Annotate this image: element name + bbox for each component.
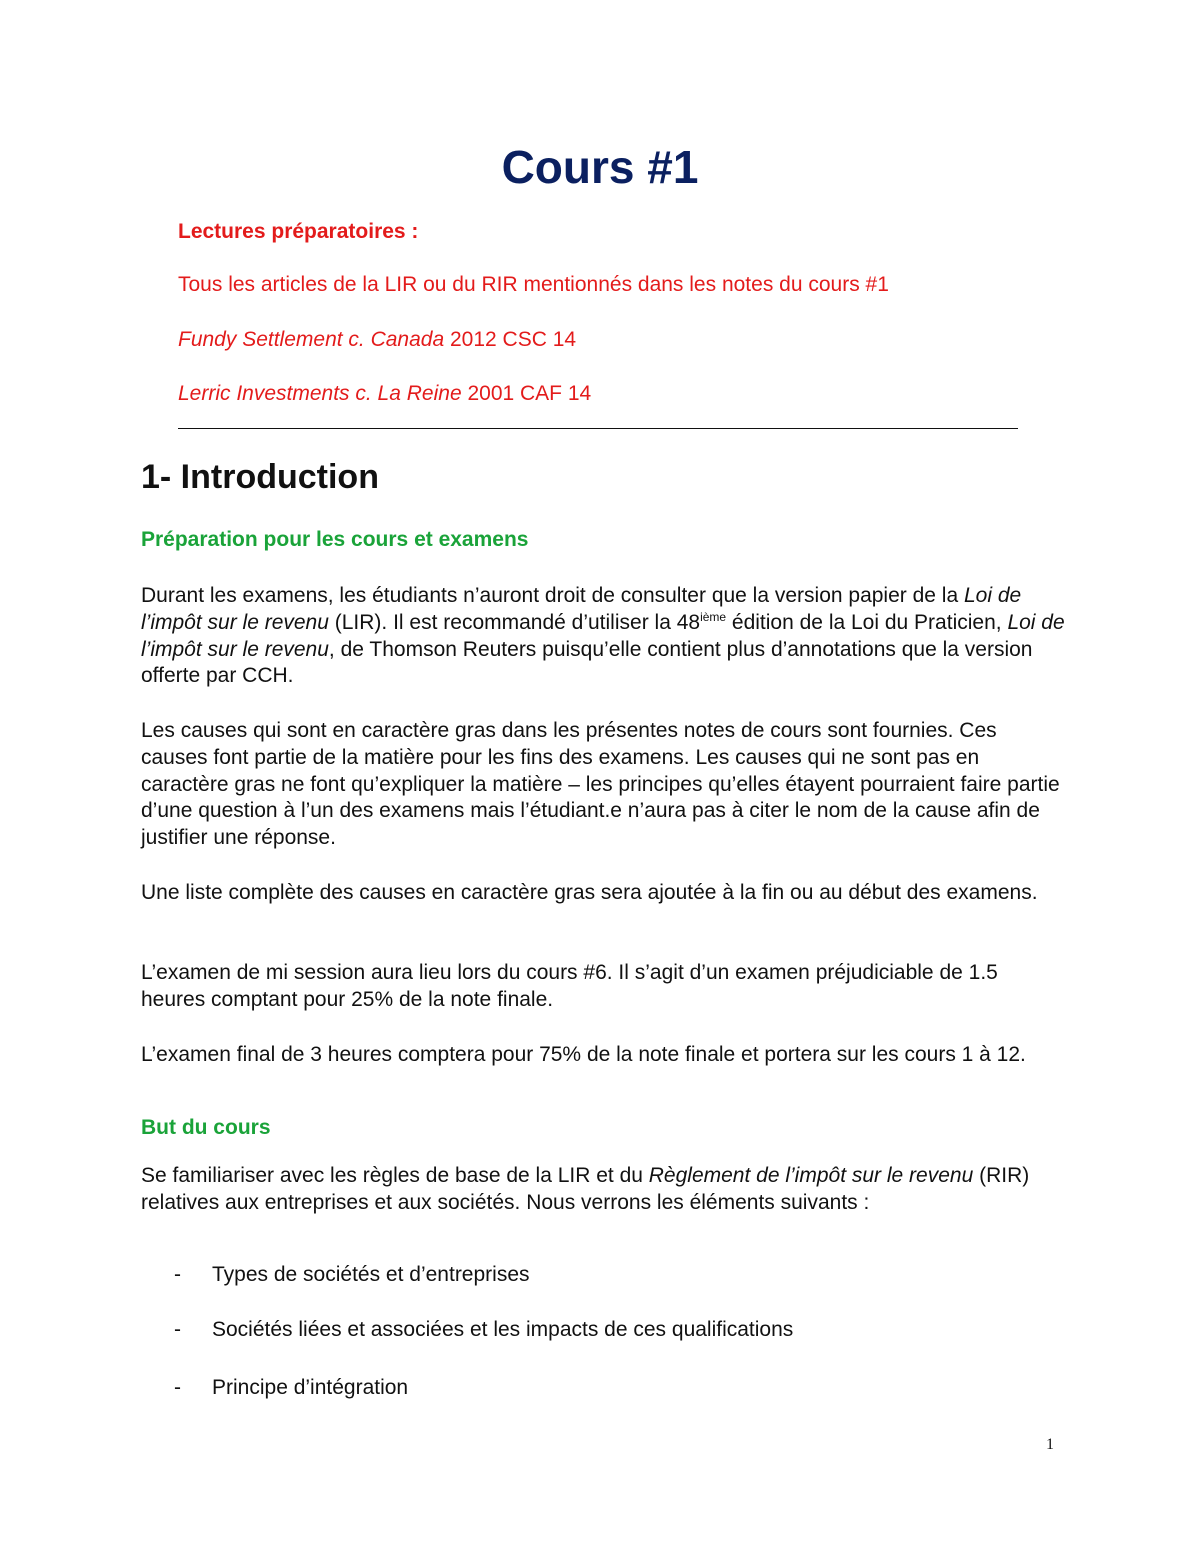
paragraph-course-goal — [141, 1163, 1066, 1217]
case-citation: 2012 CSC 14 — [444, 328, 577, 351]
paragraph-midterm: L’examen de mi session aura lieu lors du cours #6. Il s’agit d’un examen préjudiciable de 1.5 heures comptant pour 25% de la note finale. — [141, 961, 998, 1011]
preparatory-reading-item: Tous les articles de la LIR ou du RIR mentionnés dans les notes du cours #1 — [178, 273, 889, 296]
paragraph-text: Se familiariser avec les règles de base de la LIR et du — [141, 1164, 649, 1187]
paragraph-text: , de Thomson Reuters puisqu’elle contient plus d’annotations que la version offerte par CCH. — [141, 637, 1033, 688]
regulation-title: Règlement de l’impôt sur le revenu — [648, 1164, 974, 1187]
case-citation: 2001 CAF 14 — [461, 382, 592, 405]
section-heading: 1- Introduction — [141, 458, 379, 496]
paragraph-exam-materials — [141, 583, 1066, 690]
bullet-dash: - — [174, 1263, 181, 1286]
preparatory-readings-heading: Lectures préparatoires : — [178, 220, 419, 243]
subheading-preparation: Préparation pour les cours et examens — [141, 528, 529, 551]
paragraph-bold-cases: Les causes qui sont en caractère gras dans les présentes notes de cours sont fournies. Ces causes font partie de la matière pour les fins des examens. Les causes qui ne sont pas en caractère gras ne font qu’expliquer la matière – les principes qu’elles étayent pourraient faire partie d’une question à l’un des examens mais l’étudiant.e n’aura pas à citer le nom de la cause afin de justifier une réponse. — [141, 719, 1060, 850]
list-item — [174, 1263, 530, 1287]
preparatory-reading-item — [178, 380, 1078, 408]
law-title: Loi de l’impôt sur le revenu — [141, 610, 1065, 661]
paragraph-text: (LIR). Il est recommandé d’utiliser la 48 — [328, 610, 701, 634]
horizontal-divider — [178, 428, 1018, 429]
paragraph-case-list: Une liste complète des causes en caractère gras sera ajoutée à la fin ou au début des examens. — [141, 881, 1038, 904]
paragraph-final-exam: L’examen final de 3 heures comptera pour 75% de la note finale et portera sur les cours 1 à 12. — [141, 1043, 1026, 1066]
list-item-text: Types de sociétés et d’entreprises — [212, 1263, 530, 1286]
paragraph-text: (RIR) relatives aux entreprises et aux sociétés. Nous verrons les éléments suivants : — [141, 1164, 1030, 1214]
subheading-course-goal: But du cours — [141, 1116, 271, 1139]
list-item-text: Sociétés liées et associées et les impacts de ces qualifications — [212, 1318, 794, 1341]
page-title: Cours #1 — [501, 141, 699, 193]
preparatory-reading-item — [178, 326, 1078, 354]
ordinal-suffix: ième — [700, 609, 727, 624]
list-item — [174, 1318, 793, 1342]
bullet-dash: - — [174, 1376, 181, 1399]
list-item — [174, 1376, 408, 1400]
paragraph-text: Durant les examens, les étudiants n’auront droit de consulter que la version papier de la — [141, 584, 964, 607]
paragraph-text: édition de la Loi du Praticien, — [726, 610, 1008, 634]
law-title: Loi de l’impôt sur le revenu — [141, 584, 1022, 634]
case-name: Lerric Investments c. La Reine — [178, 382, 462, 405]
bullet-dash: - — [174, 1318, 181, 1341]
case-name: Fundy Settlement c. Canada — [178, 328, 445, 351]
list-item-text: Principe d’intégration — [212, 1376, 409, 1399]
page-number: 1 — [1046, 1436, 1054, 1453]
